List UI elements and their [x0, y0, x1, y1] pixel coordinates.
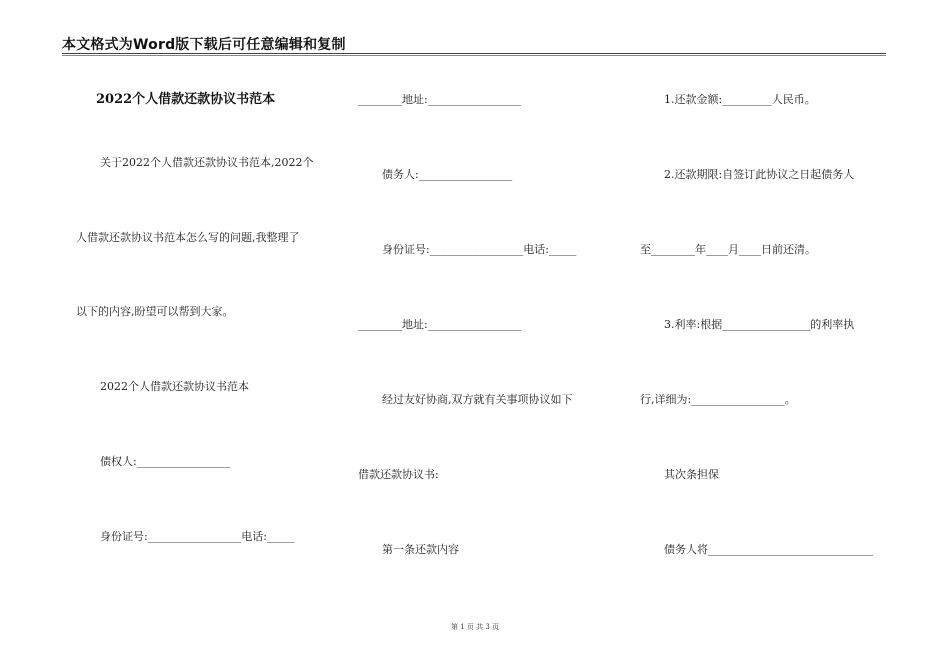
repayment-period-line-2: 至________年____月____日前还清。: [640, 243, 816, 256]
repayment-amount-field: 1.还款金额:_________人民币。: [664, 93, 816, 106]
interest-rate-line-2: 行,详细为:_________________。: [640, 393, 796, 406]
agreement-heading: 借款还款协议书:: [358, 468, 439, 481]
debtor-id-phone-field: 身份证号:_________________电话:_____: [382, 243, 577, 256]
intro-line-2: 人借款还款协议书范本怎么写的问题,我整理了: [76, 231, 300, 244]
debtor-address-field: ________地址:_________________: [358, 318, 522, 331]
header-divider: [62, 53, 886, 54]
creditor-address-field: ________地址:_________________: [358, 93, 522, 106]
creditor-id-phone-field: 身份证号:_________________电话:_____: [100, 530, 295, 543]
article-1-heading: 第一条还款内容: [382, 543, 459, 556]
header-divider-thin: [62, 55, 886, 56]
intro-line-1: 关于2022个人借款还款协议书范本,2022个: [100, 156, 314, 169]
collateral-field: 债务人将______________________________: [664, 543, 873, 556]
section-subtitle: 2022个人借款还款协议书范本: [100, 380, 249, 393]
document-title: 2022个人借款还款协议书范本: [96, 92, 276, 107]
creditor-field: 债权人:_________________: [100, 455, 231, 468]
download-notice-header: 本文格式为Word版下载后可任意编辑和复制: [62, 37, 346, 53]
repayment-period-line-1: 2.还款期限:自签订此协议之日起债务人: [664, 168, 855, 181]
debtor-field: 债务人:_________________: [382, 168, 513, 181]
page-number: 第 1 页 共 3 页: [450, 623, 500, 631]
intro-line-3: 以下的内容,盼望可以帮到大家。: [76, 305, 234, 318]
interest-rate-line-1: 3.利率:根据________________的利率执: [664, 318, 855, 331]
article-2-heading: 其次条担保: [664, 468, 719, 481]
negotiation-text: 经过友好协商,双方就有关事项协议如下: [382, 393, 573, 406]
